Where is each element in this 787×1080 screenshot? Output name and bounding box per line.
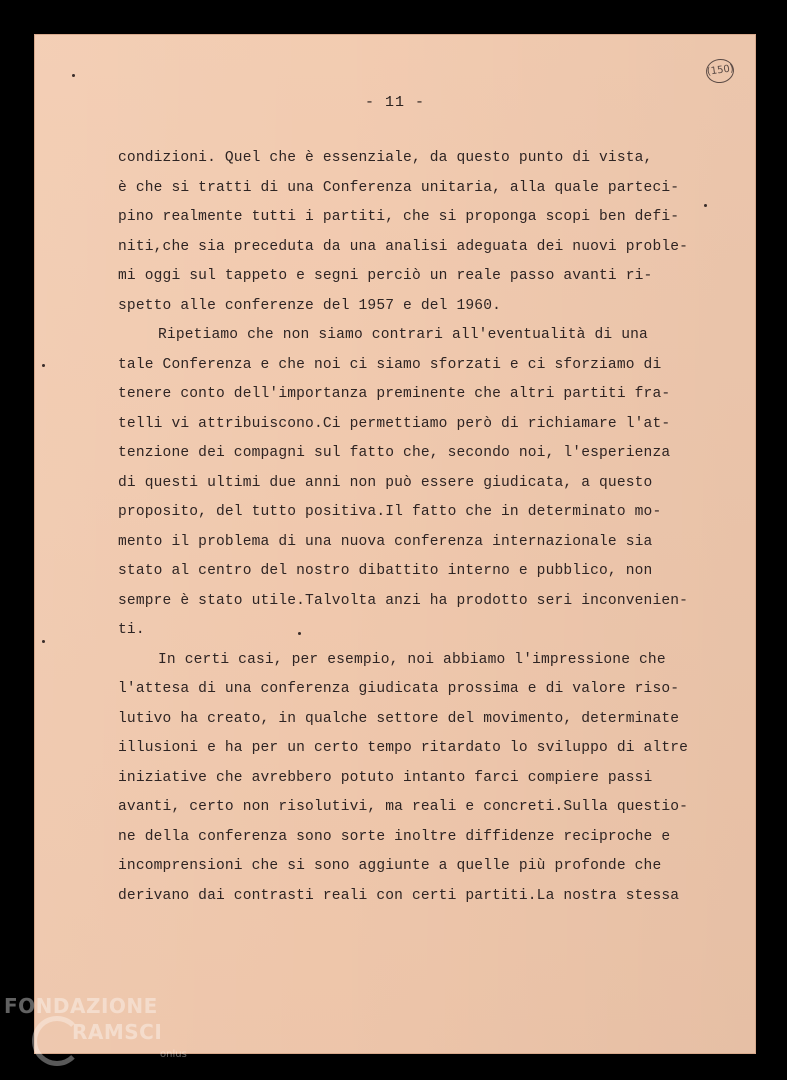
text-line: sempre è stato utile.Talvolta anzi ha prodotto seri inconvenien- <box>118 592 689 609</box>
text-line: lutivo ha creato, in qualche settore del movimento, determinate <box>118 710 680 727</box>
text-line: tale Conferenza e che noi ci siamo sforzati e ci sforziamo di <box>118 356 662 373</box>
text-line: pino realmente tutti i partiti, che si proponga scopi ben defi- <box>118 209 680 225</box>
text-line: illusioni e ha per un certo tempo ritardato lo sviluppo di altre <box>118 740 689 756</box>
text-line: condizioni. Quel che è essenziale, da questo punto di vista, <box>118 150 653 166</box>
archive-stamp: (150) <box>704 57 735 85</box>
paper-speck <box>42 640 45 643</box>
text-line: mi oggi sul tappeto e segni perciò un reale passo avanti ri- <box>118 268 653 284</box>
page-number: - 11 - <box>364 94 425 111</box>
watermark-title: FONDAZIONE <box>4 994 158 1018</box>
watermark-suffix: onlus <box>160 1049 187 1060</box>
watermark-subtitle: RAMSCI <box>72 1020 163 1044</box>
text-line: niti,che sia preceduta da una analisi adeguata dei nuovi proble- <box>118 238 689 255</box>
text-line: tenere conto dell'importanza preminente che altri partiti fra- <box>118 386 671 402</box>
text-line: di questi ultimi due anni non può essere giudicata, a questo <box>118 474 653 491</box>
text-line: telli vi attribuiscono.Ci permettiamo però di richiamare l'at- <box>118 415 671 432</box>
text-line: ti. <box>118 622 145 638</box>
text-line: mento il problema di una nuova conferenza internazionale sia <box>118 533 653 550</box>
text-line: proposito, del tutto positiva.Il fatto che in determinato mo- <box>118 504 662 520</box>
text-line: In certi casi, per esempio, noi abbiamo l'impressione che <box>158 651 666 668</box>
text-line: Ripetiamo che non siamo contrari all'eventualità di una <box>158 327 648 343</box>
document-page <box>34 34 756 1054</box>
text-line: ne della conferenza sono sorte inoltre diffidenze reciproche e <box>118 828 671 845</box>
text-line: avanti, certo non risolutivi, ma reali e concreti.Sulla questio- <box>118 799 689 815</box>
text-line: tenzione dei compagni sul fatto che, secondo noi, l'esperienza <box>118 445 671 461</box>
text-line: è che si tratti di una Conferenza unitaria, alla quale parteci- <box>118 179 680 196</box>
archive-watermark <box>4 994 204 1074</box>
text-line: incomprensioni che si sono aggiunte a quelle più profonde che <box>118 858 662 874</box>
document-body <box>118 144 718 911</box>
paper-speck <box>72 74 75 77</box>
text-line: l'attesa di una conferenza giudicata prossima e di valore riso- <box>118 681 680 697</box>
text-line: iniziative che avrebbero potuto intanto farci compiere passi <box>118 769 653 786</box>
paper-speck <box>42 364 45 367</box>
text-line: derivano dai contrasti reali con certi partiti.La nostra stessa <box>118 887 680 904</box>
text-line: stato al centro del nostro dibattito interno e pubblico, non <box>118 563 653 579</box>
text-line: spetto alle conferenze del 1957 e del 1960. <box>118 297 502 314</box>
